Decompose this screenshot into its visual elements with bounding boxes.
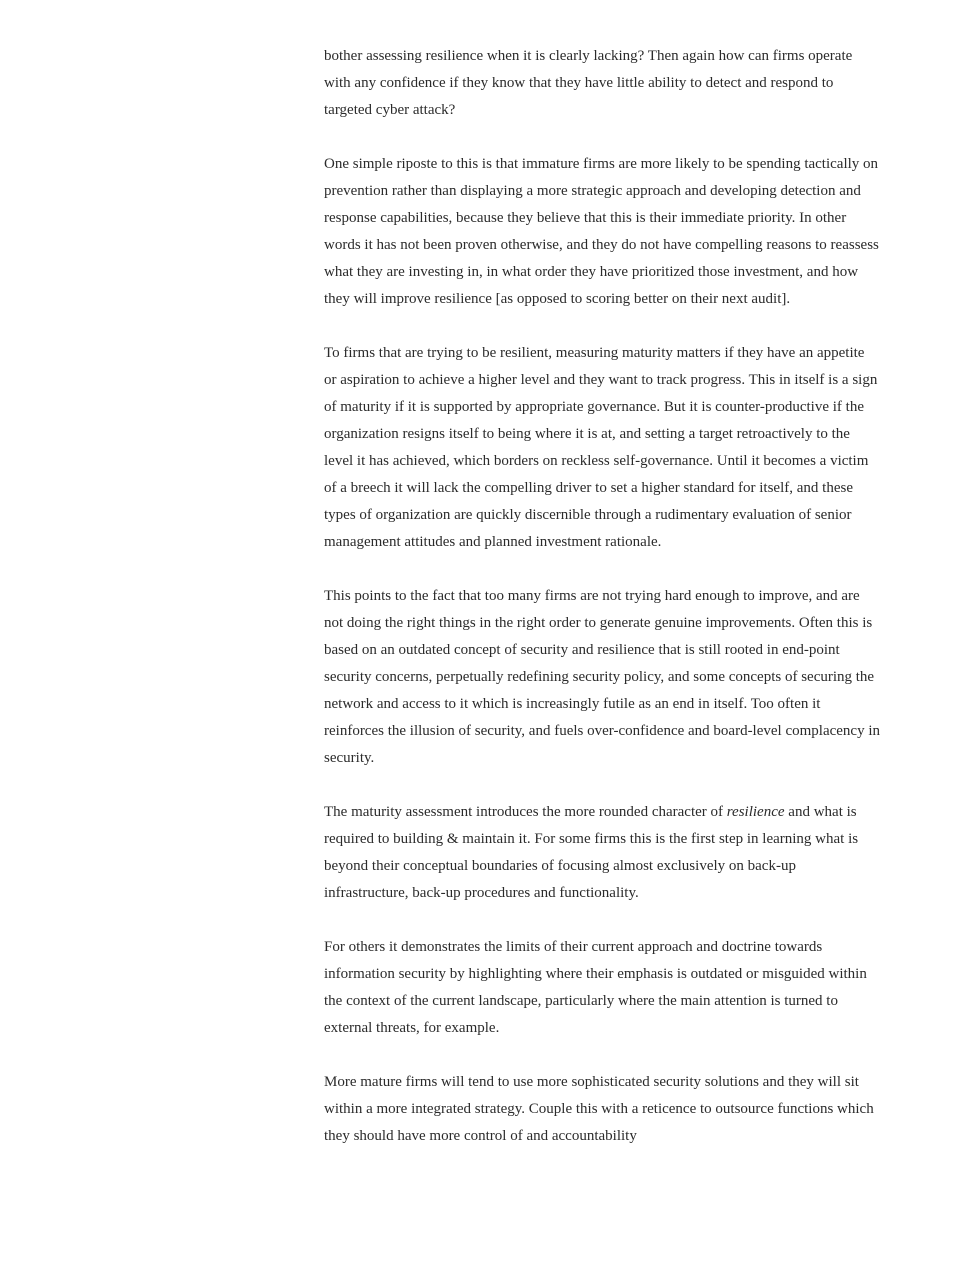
paragraph-4: This points to the fact that too many firms are not trying hard enough to improve, and are not doing the right things in the right order to generate genuine improvements. Often this is based on an outdated concept of security and resilience that is still rooted in end-point security concerns, perpetually redefining security policy, and some concepts of securing the network and access to it which is increasingly futile as an end in itself. Too often it reinforces the illusion of security, and fuels over-confidence and board-level complacency in security. <box>324 588 881 766</box>
paragraph-3: To firms that are trying to be resilient, measuring maturity matters if they have an appetite or aspiration to achieve a higher level and they want to track progress. This in itself is a sign of maturity if it is supported by appropriate governance. But it is counter-productive if the organization resigns itself to being where it is at, and setting a target retroactively to the level it has achieved, which borders on reckless self-governance. Until it becomes a victim of a breech it will lack the compelling driver to set a higher standard for itself, and these types of organization are quickly discernible through a rudimentary evaluation of senior management attitudes and planned investment rationale. <box>324 345 878 550</box>
paragraph-5-text-before: The maturity assessment introduces the more rounded character of <box>324 804 727 820</box>
paragraph-6: For others it demonstrates the limits of their current approach and doctrine towards information security by highlighting where their emphasis is outdated or misguided within the context of the current landscape, particularly where the main attention is turned to external threats, for example. <box>324 939 867 1036</box>
paragraph-5 <box>324 799 880 907</box>
paragraph-5-emphasis: resilience <box>726 804 785 820</box>
paragraph-1: bother assessing resilience when it is clearly lacking? Then again how can firms operate with any confidence if they know that they have little ability to detect and respond to targeted cyber attack? <box>324 48 853 118</box>
paragraph-2: One simple riposte to this is that immature firms are more likely to be spending tactically on prevention rather than displaying a more strategic approach and developing detection and response capabilities, because they believe that this is their immediate priority. In other words it has not been proven otherwise, and they do not have compelling reasons to reassess what they are investing in, in what order they have prioritized those investment, and how they will improve resilience [as opposed to scoring better on their next audit]. <box>324 156 879 307</box>
paragraph-5-text-after: and what is required to building & maintain it. For some firms this is the first step in learning what is beyond their conceptual boundaries of focusing almost exclusively on back-up infrastructure, back-up procedures and functionality. <box>324 804 859 901</box>
paragraph-7: More mature firms will tend to use more sophisticated security solutions and they will sit within a more integrated strategy. Couple this with a reticence to outsource functions which they should have more control of and accountability <box>324 1074 874 1144</box>
article-body <box>324 43 880 1177</box>
